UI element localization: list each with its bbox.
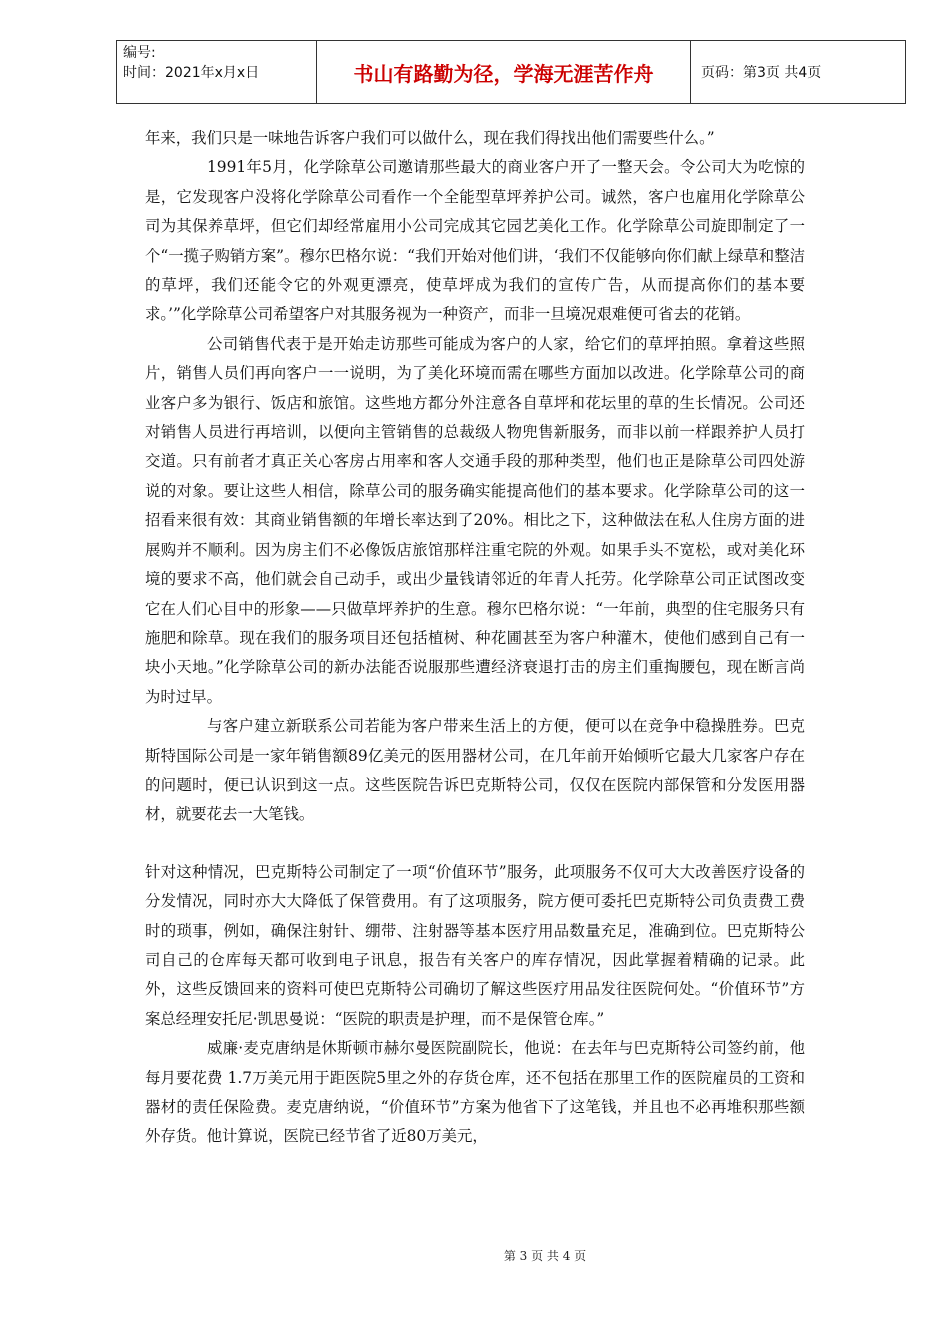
header-motto: 书山有路勤为径，学海无涯苦作舟 bbox=[317, 41, 691, 103]
page-header bbox=[116, 40, 906, 104]
page-footer: 第 3 页 共 4 页 bbox=[503, 1249, 587, 1263]
serial-number-label: 编号: bbox=[123, 45, 156, 61]
header-meta-cell bbox=[117, 41, 317, 103]
time-label: 时间：2021年x月x日 bbox=[123, 65, 260, 81]
paragraph: 1991年5月，化学除草公司邀请那些最大的商业客户开了一整天会。令公司大为吃惊的是，它发现客户没将化学除草公司看作一个全能型草坪养护公司。诚然，客户也雇用化学除草公司为其保养草坪，但它们却经常雇用小公司完成其它园艺美化工作。化学除草公司旋即制定了一个“一揽子购销方案”。穆尔巴格尔说：“我们开始对他们讲，‘我们不仅能够向你们献上绿草和整洁的草坪，我们还能令它的外观更漂亮，使草坪成为我们的宣传广告，从而提高你们的基本要求。’”化学除草公司希望客户对其服务视为一种资产，而非一旦境况艰难便可省去的花销。 bbox=[145, 158, 805, 324]
paragraph: 威廉·麦克唐纳是休斯顿市赫尔曼医院副院长，他说：在去年与巴克斯特公司签约前，他每月要花费 1.7万美元用于距医院5里之外的存货仓库，还不包括在那里工作的医院雇员的工资和器材的责任保险费。麦克唐纳说，“价值环节”方案为他省下了这笔钱，并且也不必再堆积那些额外存货。他计算说，医院已经节省了近80万美元， bbox=[145, 1039, 805, 1146]
paragraph-gap bbox=[145, 830, 805, 858]
paragraph: 针对这种情况，巴克斯特公司制定了一项“价值环节”服务，此项服务不仅可大大改善医疗设备的分发情况，同时亦大大降低了保管费用。有了这项服务，院方便可委托巴克斯特公司负责费工费时的琐事，例如，确保注射针、绷带、注射器等基本医疗用品数量充足，准确到位。巴克斯特公司自己的仓库每天都可收到电子讯息，报告有关客户的库存情况，因此掌握着精确的记录。此外，这些反馈回来的资料可使巴克斯特公司确切了解这些医疗用品发往医院何处。“价值环节”方案总经理安托尼·凯思曼说：“医院的职责是护理，而不是保管仓库。” bbox=[145, 862, 805, 1028]
paragraph: 与客户建立新联系公司若能为客户带来生活上的方便，便可以在竞争中稳操胜券。巴克斯特国际公司是一家年销售额89亿美元的医用器材公司，在几年前开始倾听它最大几家客户存在的问题时，便已认识到这一点。这些医院告诉巴克斯特公司，仅仅在医院内部保管和分发医用器材，就要花去一大笔钱。 bbox=[145, 717, 805, 824]
document-body bbox=[145, 124, 805, 1152]
paragraph-continued: 年来，我们只是一味地告诉客户我们可以做什么，现在我们得找出他们需要些什么。” bbox=[145, 129, 715, 147]
header-page-number: 页码：第3页 共4页 bbox=[701, 65, 822, 81]
paragraph: 公司销售代表于是开始走访那些可能成为客户的人家，给它们的草坪拍照。拿着这些照片，销售人员们再向客户一一说明，为了美化环境而需在哪些方面加以改进。化学除草公司的商业客户多为银行、饭店和旅馆。这些地方都分外注意各自草坪和花坛里的草的生长情况。公司还对销售人员进行再培训，以便向主管销售的总裁级人物兜售新服务，而非以前一样跟养护人员打交道。只有前者才真正关心客房占用率和客人交通手段的那种类型，他们也正是除草公司四处游说的对象。要让这些人相信，除草公司的服务确实能提高他们的基本要求。化学除草公司的这一招看来很有效：其商业销售额的年增长率达到了20%。相比之下，这种做法在私人住房方面的进展购并不顺利。因为房主们不必像饭店旅馆那样注重宅院的外观。如果手头不宽松，或对美化环境的要求不高，他们就会自己动手，或出少量钱请邻近的年青人托劳。化学除草公司正试图改变它在人们心目中的形象——只做草坪养护的生意。穆尔巴格尔说：“一年前，典型的住宅服务只有施肥和除草。现在我们的服务项目还包括植树、种花圃甚至为客户种灌木，使他们感到自己有一块小天地。”化学除草公司的新办法能否说服那些遭经济衰退打击的房主们重掏腰包，现在断言尚为时过早。 bbox=[145, 334, 805, 706]
